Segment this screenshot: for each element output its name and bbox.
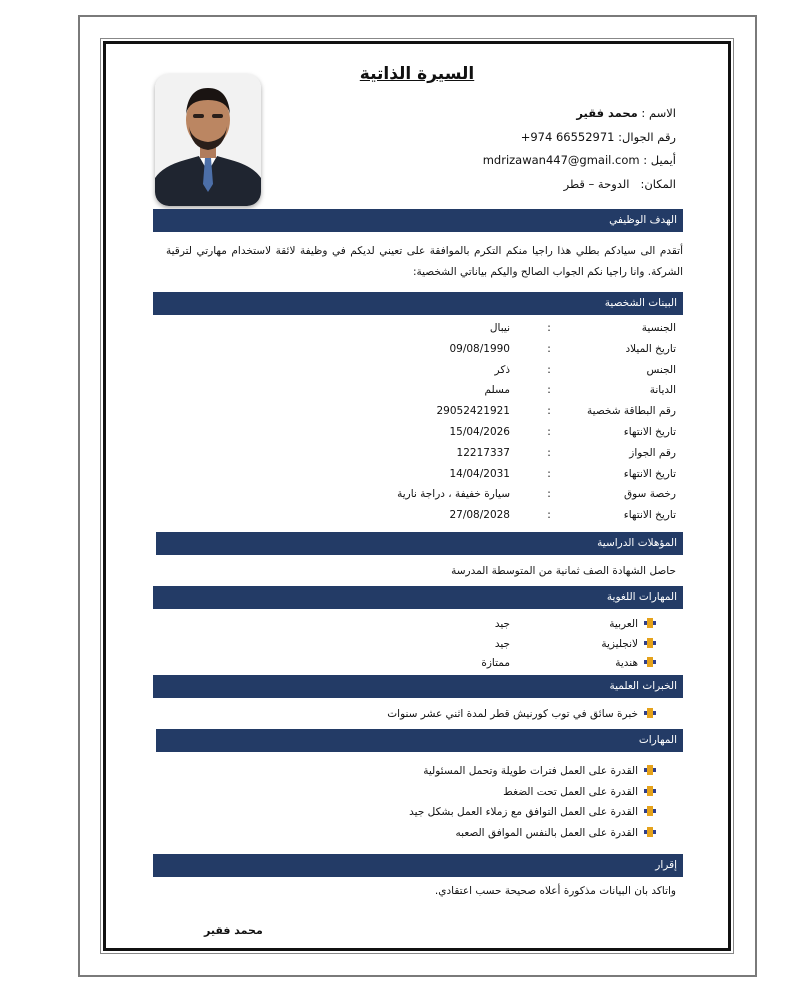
languages-heading: المهارات اللغوية xyxy=(153,586,683,609)
personal-row xyxy=(106,364,728,385)
arrow-bullet-icon xyxy=(644,827,656,837)
personal-row-label: تاريخ الانتهاء xyxy=(623,509,676,522)
skill-item-text: القدرة على العمل تحت الضغط xyxy=(503,785,638,798)
personal-row-label: رقم الجواز xyxy=(629,446,676,459)
experience-item xyxy=(387,708,656,720)
personal-row-value: 15/04/2026 xyxy=(449,426,510,438)
skill-item-text: القدرة على العمل فترات طويلة وتحمل المسئولية xyxy=(423,765,638,777)
personal-row-value: 29052421921 xyxy=(436,405,510,418)
email-value: mdrizawan447@gmail.com xyxy=(482,153,640,167)
personal-row-colon: : xyxy=(547,363,551,376)
profile-photo xyxy=(155,74,261,206)
personal-row-label: تاريخ الانتهاء xyxy=(623,426,676,438)
objective-text: أتقدم الى سيادكم بطلي هذا راجيا منكم التكرم بالموافقة على تعيني لديكم في وظيفة لائقة لاستخدام مهارتي لترقية الشركة. وانا راجيا نكم الجواب الصالح واليكم بياناتي الشخصية: xyxy=(166,245,683,278)
personal-row-label: رخصة سوق xyxy=(623,488,676,501)
arrow-bullet-icon xyxy=(644,708,656,718)
language-item xyxy=(615,657,656,669)
arrow-bullet-icon xyxy=(644,786,656,796)
personal-row xyxy=(106,426,728,447)
language-level: جيد xyxy=(494,637,510,650)
arrow-bullet-icon xyxy=(644,618,656,628)
cv-frame xyxy=(103,41,731,951)
skill-item xyxy=(423,765,656,777)
personal-row-value: نيبال xyxy=(489,322,510,334)
personal-row xyxy=(106,322,728,343)
personal-row-value: سيارة خفيفة ، دراجة نارية xyxy=(397,488,510,501)
education-heading: المؤهلات الدراسية xyxy=(156,532,683,555)
personal-row-label: الجنس xyxy=(646,363,676,376)
personal-row-value: 09/08/1990 xyxy=(449,342,510,355)
skill-item xyxy=(503,786,656,798)
personal-row-colon: : xyxy=(547,384,551,397)
personal-row-colon: : xyxy=(547,322,551,334)
location-line xyxy=(483,173,676,197)
personal-row-value: مسلم xyxy=(484,384,510,397)
location-value: الدوحة – قطر xyxy=(563,176,630,191)
personal-row-label: تاريخ الانتهاء xyxy=(623,467,676,480)
language-level: جيد xyxy=(494,618,510,630)
declaration-heading: إقرار xyxy=(153,854,683,877)
arrow-bullet-icon xyxy=(644,806,656,816)
personal-row-value: 27/08/2028 xyxy=(449,509,510,522)
skills-heading: المهارات xyxy=(156,729,683,752)
phone-line xyxy=(483,126,676,150)
name-label: الاسم : xyxy=(641,106,676,120)
signature-name: محمد فقير xyxy=(204,924,263,937)
personal-heading: البينات الشخصية xyxy=(153,292,683,315)
personal-row-value: ذكر xyxy=(494,363,510,376)
personal-row xyxy=(106,343,728,364)
personal-row-value: 12217337 xyxy=(456,446,510,459)
arrow-bullet-icon xyxy=(644,638,656,648)
personal-row xyxy=(106,447,728,468)
personal-row xyxy=(106,509,728,530)
skill-item-text: القدرة على العمل التوافق مع زملاء العمل بشكل جيد xyxy=(409,806,638,818)
personal-row xyxy=(106,468,728,489)
email-label: أيميل : xyxy=(643,153,676,167)
personal-row-colon: : xyxy=(547,509,551,522)
personal-row-value: 14/04/2031 xyxy=(449,467,510,480)
personal-row-label: رقم البطاقة شخصية xyxy=(587,405,676,418)
personal-row-label: الجنسية xyxy=(641,322,676,334)
email-line xyxy=(483,149,676,173)
education-text: حاصل الشهادة الصف ثمانية من المتوسطة المدرسة xyxy=(451,565,676,577)
personal-row-colon: : xyxy=(547,426,551,438)
personal-row-colon: : xyxy=(547,467,551,480)
language-level: ممتازة xyxy=(481,657,510,669)
skill-item xyxy=(409,806,656,818)
objective-heading: الهدف الوظيفي xyxy=(153,209,683,232)
phone-label: رقم الجوال: xyxy=(618,129,676,144)
personal-row-colon: : xyxy=(547,342,551,355)
language-item xyxy=(609,618,656,630)
phone-value: +974 66552971 xyxy=(520,129,615,144)
personal-row-label: الديانة xyxy=(649,384,676,397)
location-label: المكان: xyxy=(640,176,676,191)
language-item-text: العربية xyxy=(609,618,638,630)
personal-row xyxy=(106,384,728,405)
name-line xyxy=(483,102,676,126)
personal-row-colon: : xyxy=(547,405,551,418)
language-item xyxy=(601,638,656,650)
skill-item xyxy=(456,827,656,839)
language-item-text: هندية xyxy=(615,657,638,669)
language-item-text: لانجليزية xyxy=(601,637,638,650)
experience-item-text: خبرة سائق في توب كورنيش قطر لمدة اثني عشر سنوات xyxy=(387,708,638,720)
personal-row xyxy=(106,488,728,509)
arrow-bullet-icon xyxy=(644,657,656,667)
declaration-text: واتاكد بان البيانات مذكورة أعلاه صحيحة حسب اعتقادي. xyxy=(434,885,676,897)
skill-item-text: القدرة على العمل بالنفس الموافق الصعبه xyxy=(455,826,638,839)
personal-row-colon: : xyxy=(547,446,551,459)
personal-row-label: تاريخ الميلاد xyxy=(625,342,676,355)
experience-heading: الخبرات العلمية xyxy=(153,675,683,698)
contact-block xyxy=(483,102,676,196)
personal-row xyxy=(106,405,728,426)
name-value: محمد فقير xyxy=(576,106,638,120)
personal-row-colon: : xyxy=(547,488,551,501)
cv-title: السيرة الذاتية xyxy=(359,64,475,84)
arrow-bullet-icon xyxy=(644,765,656,775)
